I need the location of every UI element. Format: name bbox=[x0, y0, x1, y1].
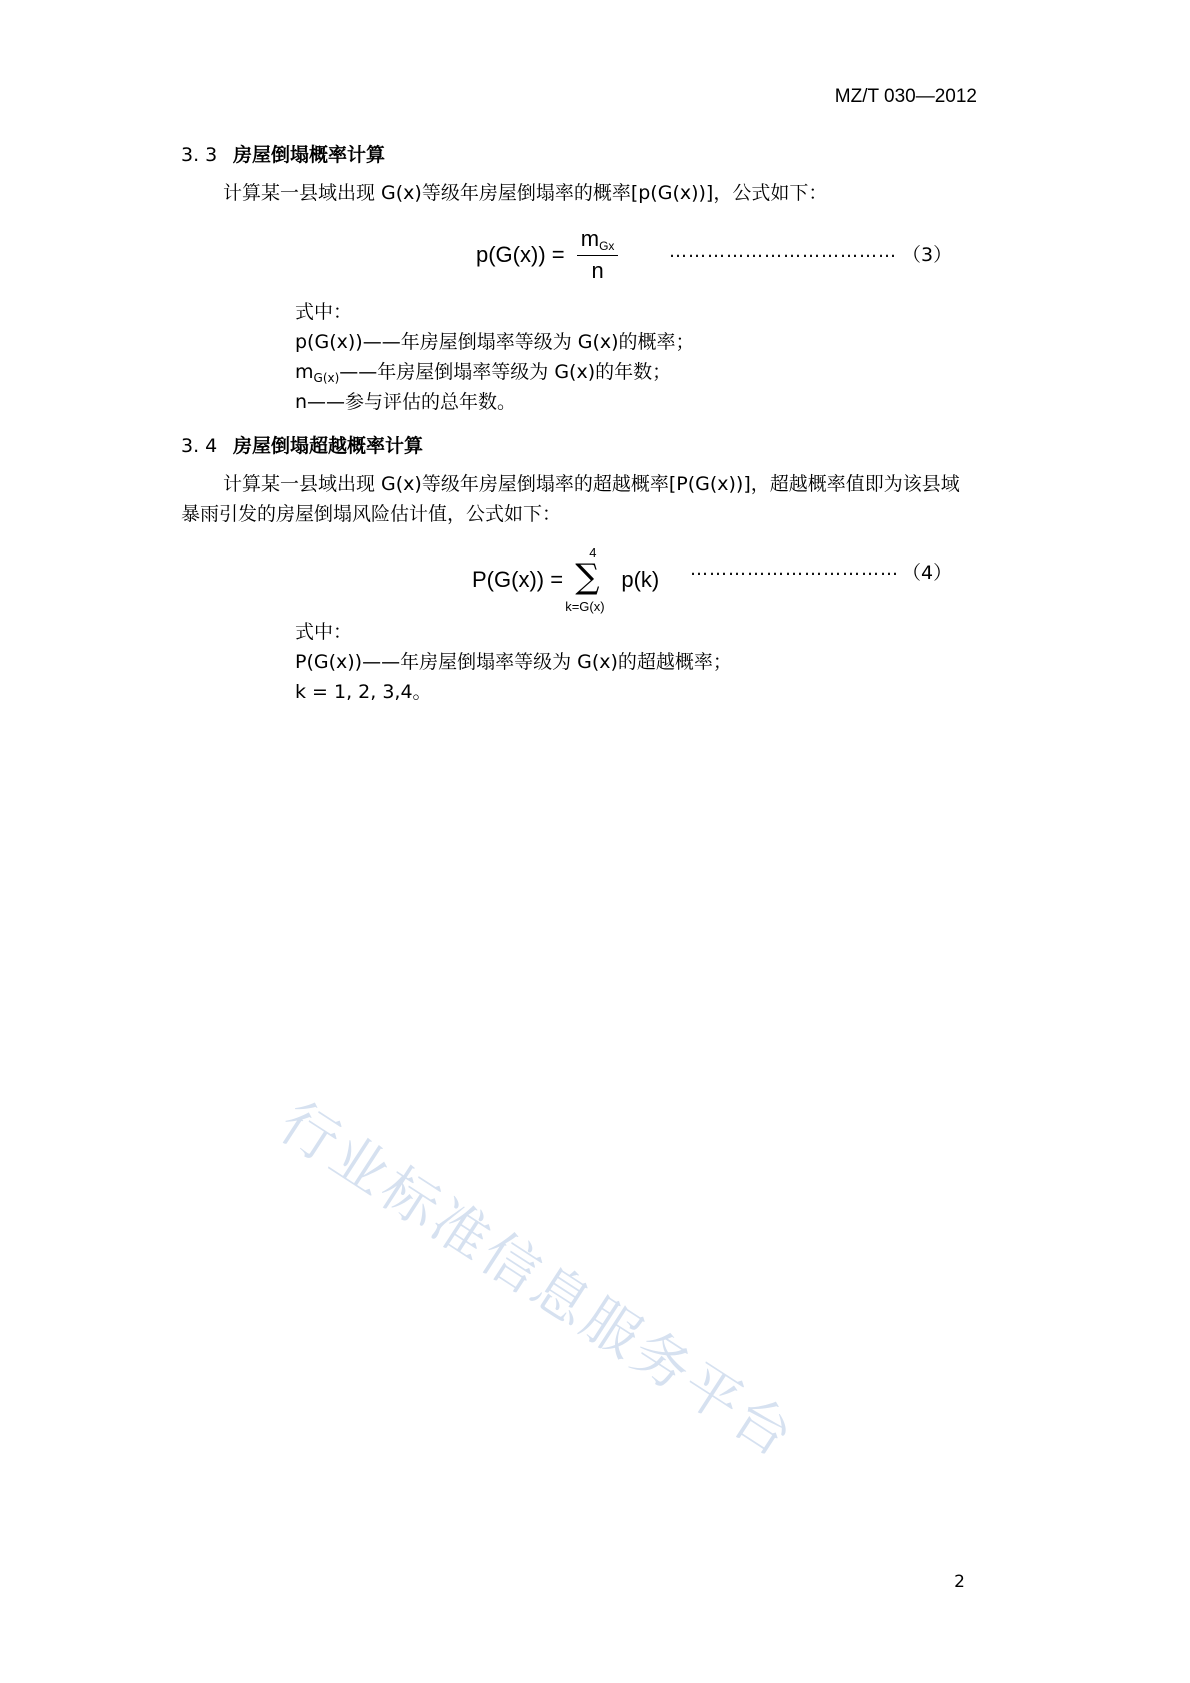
section-3-3-heading bbox=[181, 140, 385, 167]
section-title: 房屋倒塌超越概率计算 bbox=[233, 435, 424, 457]
definition-text: ——参与评估的总年数。 bbox=[307, 391, 517, 413]
definition-text: ——年房屋倒塌率等级为 G(x)的超越概率； bbox=[362, 651, 732, 673]
watermark: 行业标准信息服务平台 bbox=[268, 1090, 807, 1472]
definition-term: p(G(x)) bbox=[295, 331, 363, 353]
formula-4 bbox=[472, 545, 659, 615]
where-label: 式中： bbox=[295, 621, 353, 643]
numerator-subscript: Gx bbox=[599, 239, 615, 253]
definition-line bbox=[295, 387, 516, 414]
definition-term-subscript: G(x) bbox=[313, 371, 340, 385]
definition-text: ——年房屋倒塌率等级为 G(x)的概率； bbox=[362, 331, 695, 353]
definition-line bbox=[295, 327, 695, 354]
formula-fraction bbox=[577, 226, 619, 284]
summation bbox=[565, 545, 615, 615]
summand: p(k) bbox=[621, 567, 660, 592]
definition-term: n bbox=[295, 391, 308, 413]
fraction-numerator bbox=[577, 226, 619, 256]
definition-line: k = 1, 2, 3,4。 bbox=[295, 681, 432, 703]
numerator-symbol: m bbox=[580, 226, 600, 251]
section-3-4-intro-line1: 计算某一县域出现 G(x)等级年房屋倒塌率的超越概率[P(G(x))]，超越概率值即为该县域 bbox=[223, 473, 960, 495]
section-title: 房屋倒塌概率计算 bbox=[233, 144, 386, 166]
definition-term: m bbox=[295, 361, 314, 383]
fraction-denominator: n bbox=[591, 258, 604, 283]
formula-3-leader-dots: ……………………………… bbox=[669, 241, 897, 262]
section-3-4-intro-line2: 暴雨引发的房屋倒塌风险估计值，公式如下： bbox=[181, 503, 562, 525]
summation-lower-limit: k=G(x) bbox=[565, 599, 605, 614]
formula-4-leader-dots: …………………………… bbox=[690, 559, 899, 580]
formula-3-number: （3） bbox=[902, 244, 953, 266]
section-number: 3. 4 bbox=[181, 435, 218, 457]
definition-text: ——年房屋倒塌率等级为 G(x)的年数； bbox=[339, 361, 672, 383]
formula-lhs: P(G(x)) bbox=[472, 567, 545, 592]
formula-lhs: p(G(x)) bbox=[476, 242, 546, 267]
formula-3 bbox=[476, 226, 618, 284]
document-code: MZ/T 030—2012 bbox=[834, 86, 977, 107]
formula-equals: = bbox=[551, 242, 565, 267]
sigma-symbol: ∑ bbox=[575, 557, 600, 597]
definition-line bbox=[295, 357, 671, 385]
page-number: 2 bbox=[954, 1572, 965, 1592]
summation-upper-limit: 4 bbox=[589, 545, 597, 560]
definition-term: P(G(x)) bbox=[295, 651, 363, 673]
where-label: 式中： bbox=[295, 301, 353, 323]
section-number: 3. 3 bbox=[181, 144, 218, 166]
section-3-4-heading bbox=[181, 431, 423, 458]
section-3-3-intro: 计算某一县域出现 G(x)等级年房屋倒塌率的概率[p(G(x))]，公式如下： bbox=[223, 182, 828, 204]
formula-equals: = bbox=[550, 567, 564, 592]
definition-line bbox=[295, 647, 732, 674]
formula-4-number: （4） bbox=[902, 562, 953, 584]
